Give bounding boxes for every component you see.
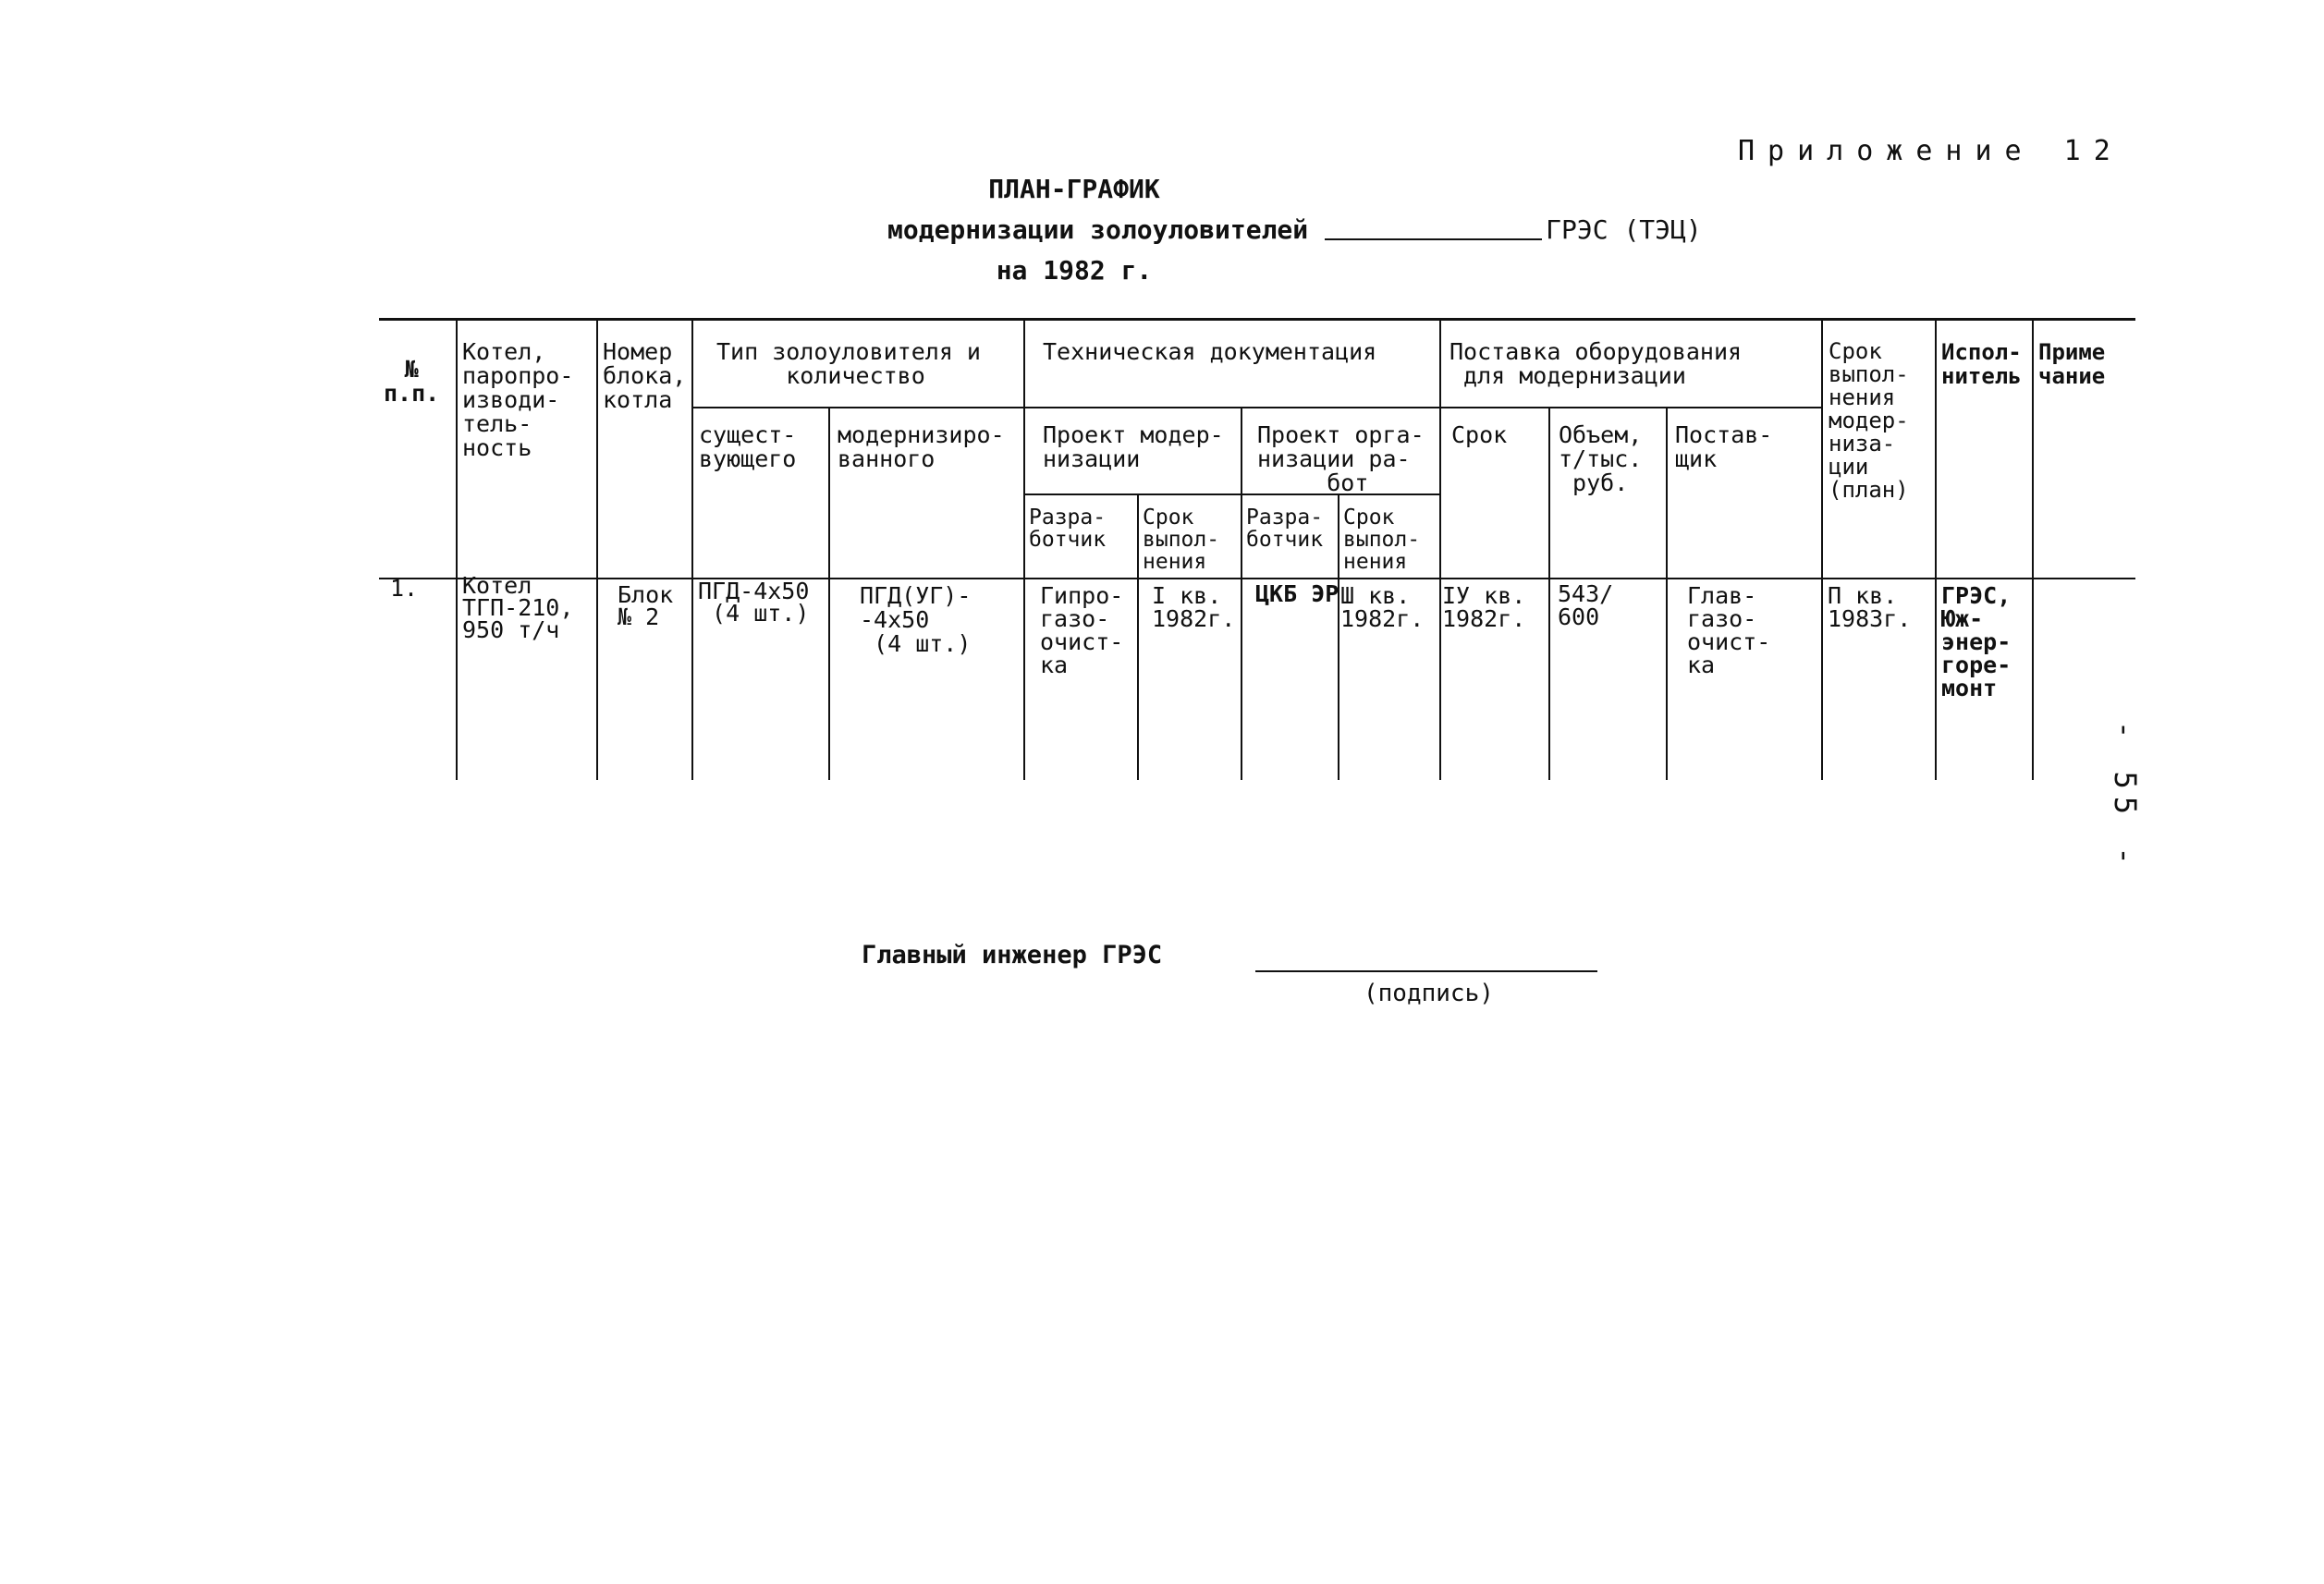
row-term-1: I кв. 1982г.	[1152, 582, 1236, 632]
header-developer-2: Разра- ботчик	[1246, 506, 1324, 552]
header-modernized: модернизиро- ванного	[838, 421, 1005, 472]
station-name-blank	[1325, 238, 1542, 240]
row-volume: 543/ 600	[1558, 580, 1614, 630]
header-block: Номер блока, котла	[603, 338, 687, 413]
header-supply-term: Срок	[1451, 421, 1508, 448]
subtitle-line	[887, 214, 1702, 245]
vrule	[1023, 318, 1025, 780]
row-type-existing: ПГД-4х50 (4 шт.)	[698, 578, 810, 627]
vrule	[2032, 318, 2034, 780]
header-executor: Испол- нитель	[1941, 339, 2022, 389]
vrule	[1338, 493, 1339, 780]
header-note: Приме чание	[2038, 339, 2106, 389]
header-boiler: Котел, паропро- изводи- тель- ность	[462, 338, 574, 461]
vrule	[1439, 318, 1441, 780]
header-mod-term: Срок выпол- нения модер- низа- ции (план)	[1829, 338, 1909, 503]
header-supply: Поставка оборудования для модернизации	[1449, 338, 1743, 389]
row-type-modernized: ПГД(УГ)- -4х50 (4 шт.)	[860, 582, 972, 657]
vrule	[1241, 407, 1242, 780]
header-existing: сущест- вующего	[699, 421, 797, 472]
row-num: 1.	[390, 575, 419, 602]
signature-line	[1255, 970, 1597, 972]
header-org-project: Проект орга- низации ра- бот	[1257, 421, 1425, 496]
plan-table	[379, 316, 2135, 782]
vrule	[1666, 407, 1668, 780]
row-supply-term: IУ кв. 1982г.	[1442, 582, 1526, 632]
row-developer-1: Гипро- газо- очист- ка	[1040, 582, 1124, 678]
document-title: ПЛАН-ГРАФИК	[988, 174, 1160, 204]
row-boiler: Котел ТГП-210, 950 т/ч	[462, 572, 574, 643]
row-block: Блок № 2	[618, 581, 674, 630]
header-developer-1: Разра- ботчик	[1029, 506, 1107, 552]
vrule	[691, 318, 693, 780]
row-executor: ГРЭС, Юж- энер- горе- монт	[1941, 582, 2012, 701]
year-line: на 1982 г.	[996, 255, 1153, 286]
header-tech-docs: Техническая документация	[1043, 338, 1377, 365]
subtitle-right: ГРЭС (ТЭЦ)	[1546, 214, 1702, 245]
vrule	[1137, 493, 1139, 780]
vrule	[828, 407, 830, 780]
header-num: № п.п.	[384, 356, 440, 407]
table-header-bottom-rule	[379, 578, 2135, 579]
vrule	[1548, 407, 1550, 780]
vrule	[1821, 318, 1823, 780]
row-term-2: Ш кв. 1982г.	[1340, 582, 1425, 632]
header-supplier: Постав- щик	[1675, 421, 1773, 472]
row-developer-2: ЦКБ ЭР	[1255, 580, 1339, 607]
subtitle-left: модернизации золоуловителей	[887, 214, 1309, 245]
vrule	[1935, 318, 1937, 780]
vrule	[596, 318, 598, 780]
signature-caption: (подпись)	[1364, 980, 1494, 1007]
row-supplier: Глав- газо- очист- ка	[1687, 582, 1771, 678]
appendix-label: Приложение 12	[1738, 135, 2123, 167]
header-mod-project: Проект модер- низации	[1043, 421, 1224, 472]
header-term-1: Срок выпол- нения	[1143, 506, 1220, 574]
header-collector-type: Тип золоуловителя и количество	[716, 338, 981, 389]
rule-subheader	[691, 407, 1821, 408]
signature-label: Главный инженер ГРЭС	[862, 941, 1163, 969]
table-top-rule	[379, 318, 2135, 321]
header-volume: Объем, т/тыс. руб.	[1559, 421, 1643, 496]
row-mod-term: П кв. 1983г.	[1828, 582, 1912, 632]
header-term-2: Срок выпол- нения	[1343, 506, 1421, 574]
page-number: - 55 -	[2108, 721, 2143, 872]
vrule	[456, 318, 458, 780]
